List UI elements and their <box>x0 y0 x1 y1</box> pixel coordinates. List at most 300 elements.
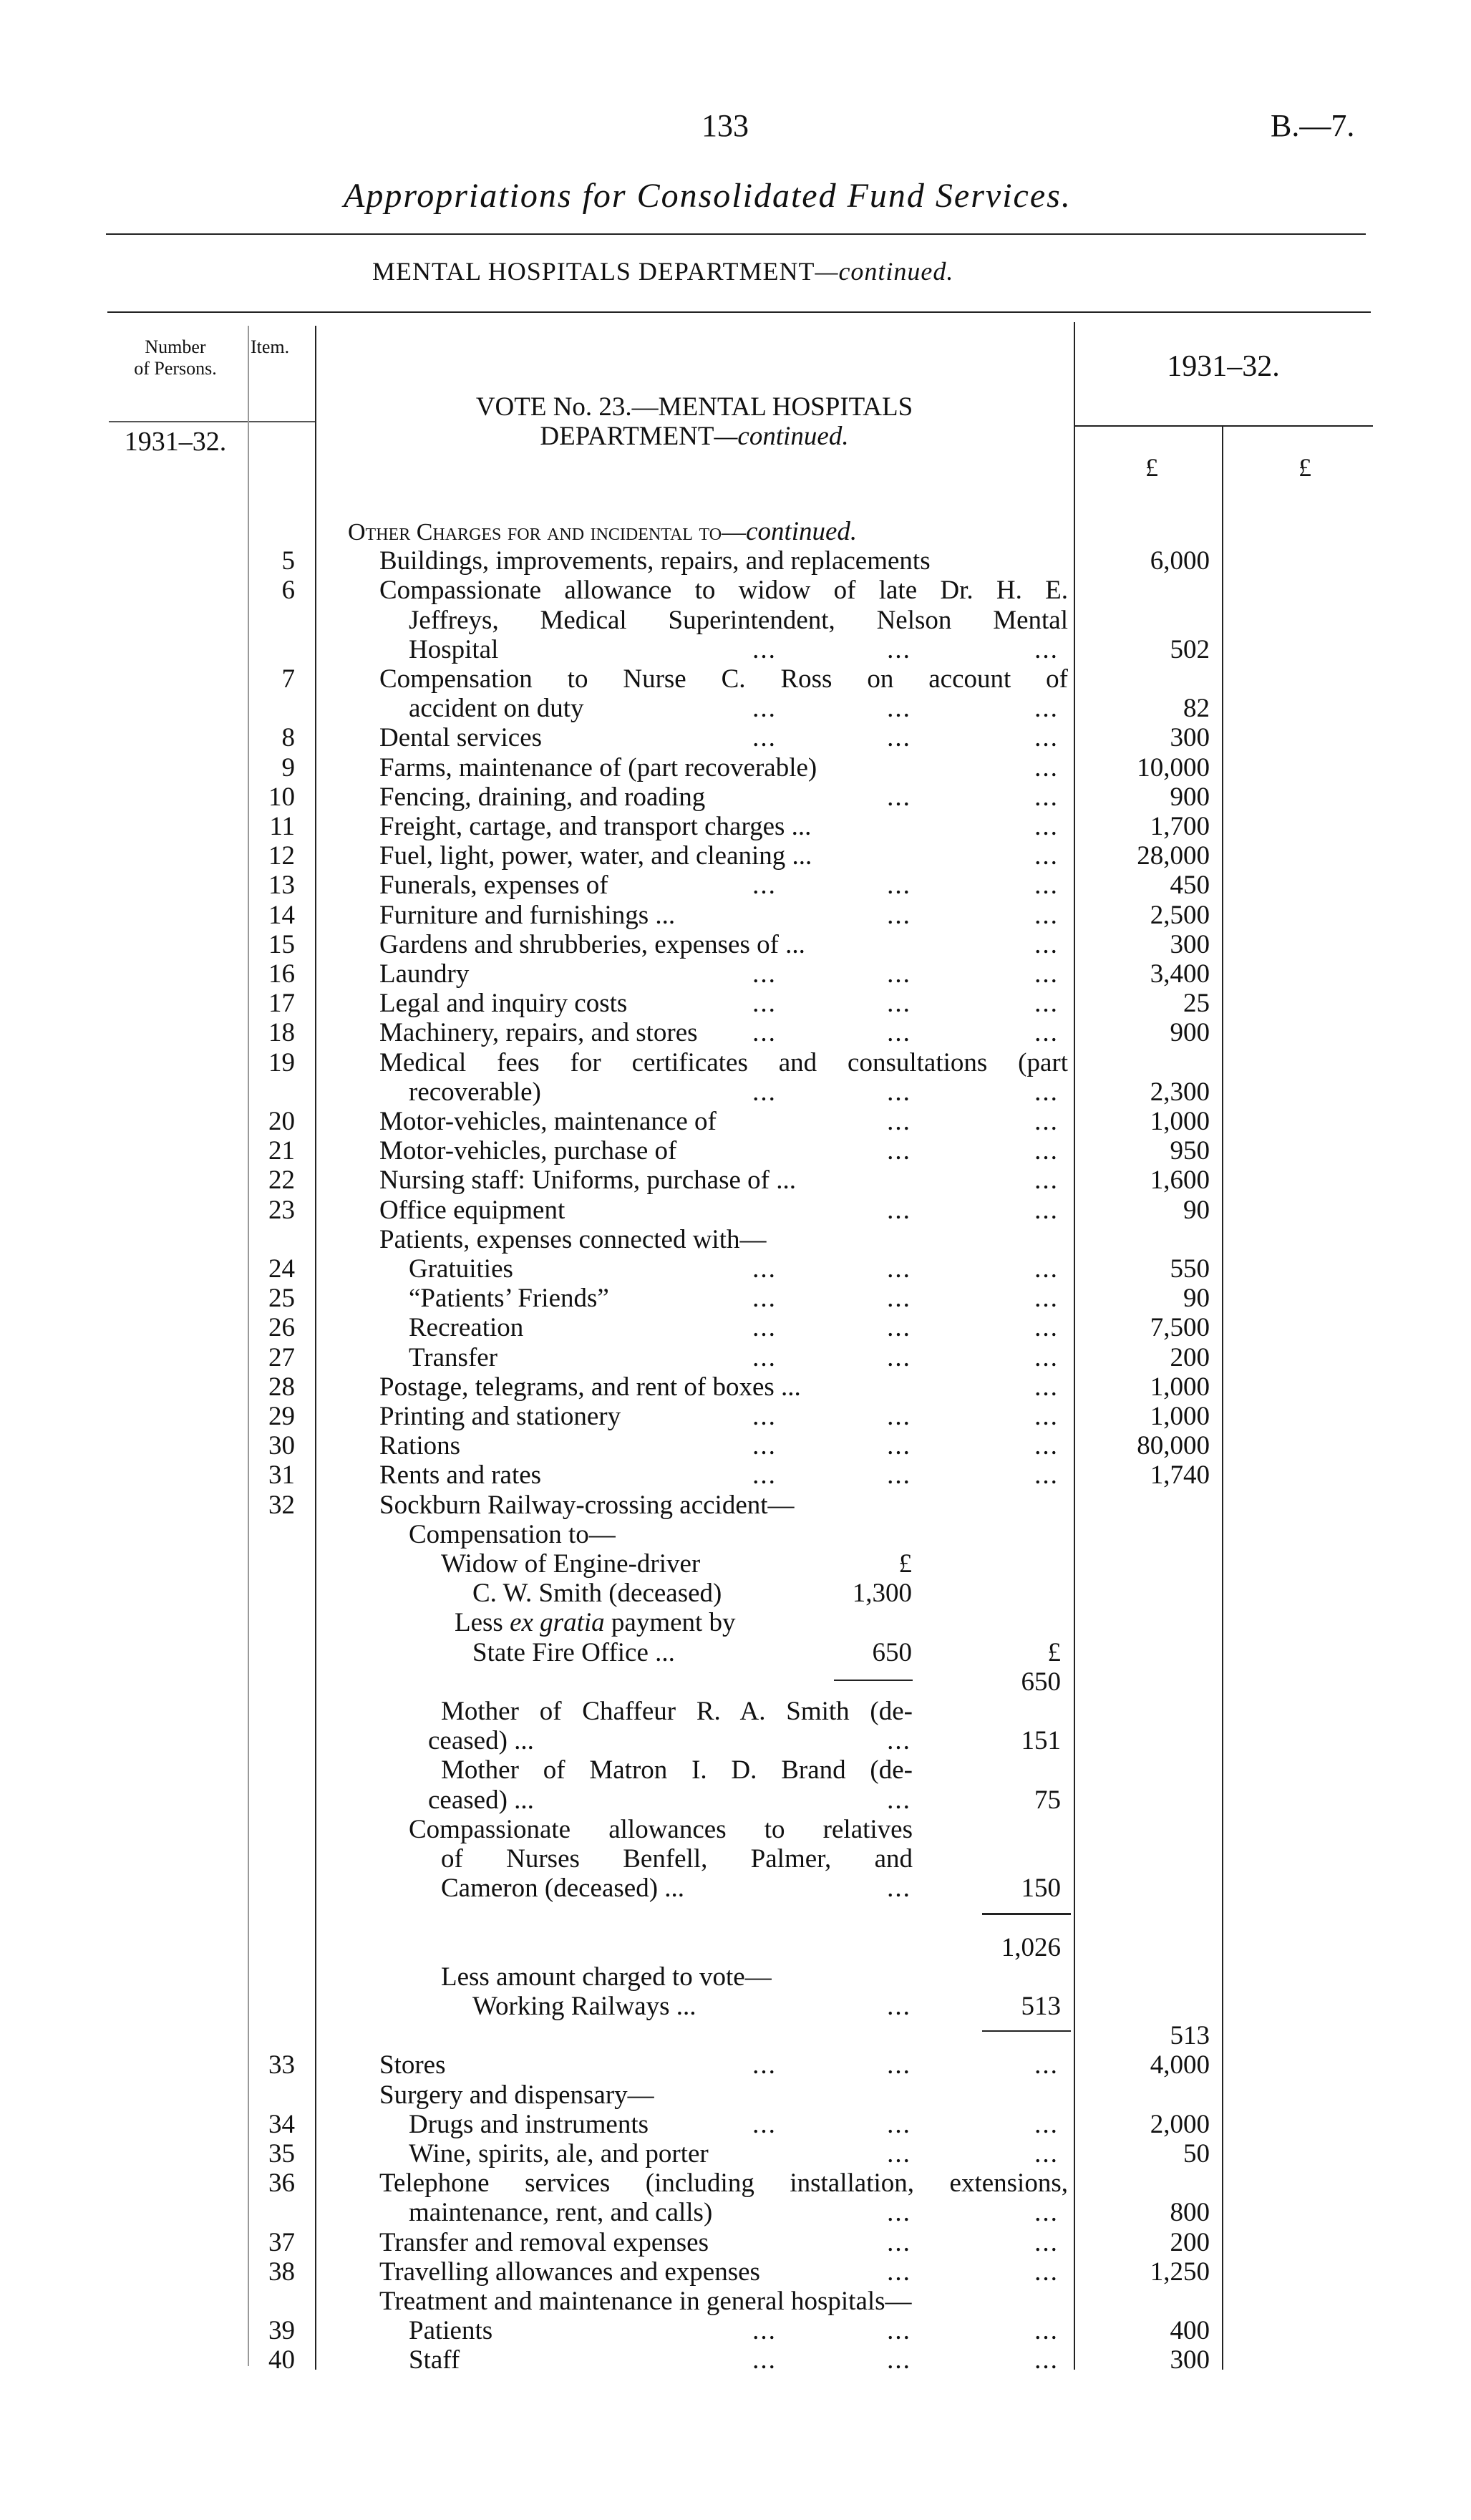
item-description <box>409 635 498 664</box>
leader-dots: ... <box>887 1992 911 2021</box>
item-number: 25 <box>268 1284 295 1314</box>
item-description <box>379 2228 709 2257</box>
table-row <box>0 2198 1471 2227</box>
item-number: 37 <box>268 2227 295 2257</box>
header-rule-right <box>1074 425 1373 427</box>
item-description <box>379 1491 795 1520</box>
item-description <box>472 1992 696 2021</box>
item-description <box>409 1254 513 1284</box>
description-text: Buildings, improvements, repairs, and replacements <box>379 546 931 576</box>
amount: 1,600 <box>1150 1166 1210 1196</box>
table-row <box>0 1460 1471 1490</box>
table-row <box>0 1755 1471 1785</box>
amount: 2,500 <box>1150 900 1210 930</box>
description-text: Compassionate allowances to relatives <box>409 1814 913 1844</box>
leader-dots: ... <box>1034 1107 1059 1136</box>
item-description <box>455 1608 736 1637</box>
description-text: Cameron (deceased) ... <box>441 1874 685 1904</box>
persons-header <box>107 336 243 379</box>
leader-dots: ... <box>887 900 911 930</box>
table-row <box>0 1048 1471 1077</box>
sub-amount: £ <box>898 1549 912 1579</box>
description-text: Widow of Engine-driver <box>441 1549 701 1579</box>
vote-department: DEPARTMENT <box>540 422 714 451</box>
leader-dots: ... <box>887 723 911 753</box>
vote-title-line-2 <box>315 422 1074 451</box>
table-row <box>0 1343 1471 1372</box>
subtotal-amount: 1,026 <box>1001 1932 1061 1962</box>
description-text: Transfer <box>409 1342 498 1372</box>
leader-dots: ... <box>752 2050 777 2080</box>
leader-dots: ... <box>752 989 777 1019</box>
item-number: 20 <box>268 1107 295 1136</box>
leader-dots: ... <box>1034 2109 1059 2139</box>
leader-dots: ... <box>752 2345 777 2375</box>
item-number: 24 <box>268 1254 295 1284</box>
amount: 1,000 <box>1150 1107 1210 1136</box>
item-number: 5 <box>281 546 295 576</box>
table-row <box>0 1844 1471 1874</box>
leader-dots: ... <box>1034 989 1059 1019</box>
item-number: 13 <box>268 871 295 901</box>
description-text: recoverable) <box>409 1077 541 1107</box>
subtotal-amount: 75 <box>1034 1785 1061 1815</box>
item-description <box>409 2345 460 2375</box>
leader-dots: ... <box>887 2050 911 2080</box>
description-text: Travelling allowances and expenses <box>379 2257 760 2287</box>
leader-dots: ... <box>887 694 911 724</box>
table-row <box>0 1077 1471 1107</box>
table-row <box>0 1638 1471 1667</box>
table-row <box>0 1136 1471 1166</box>
table-row <box>0 1520 1471 1549</box>
table-row <box>0 1962 1471 1992</box>
leader-dots: ... <box>887 1726 911 1756</box>
table-row <box>0 1402 1471 1431</box>
table-row <box>0 930 1471 959</box>
item-number: 40 <box>268 2345 295 2375</box>
description-text: Laundry <box>379 959 470 989</box>
table-row <box>0 2228 1471 2257</box>
item-description <box>379 1048 1068 1077</box>
item-description <box>428 1785 534 1815</box>
amount: 80,000 <box>1137 1431 1210 1461</box>
leader-dots: ... <box>1034 1166 1059 1196</box>
item-description <box>379 1107 717 1136</box>
amount: 1,250 <box>1150 2257 1210 2287</box>
table-row <box>0 1992 1471 2021</box>
leader-dots: ... <box>887 1107 911 1136</box>
amount: 2,300 <box>1150 1077 1210 1107</box>
leader-dots: ... <box>1034 2257 1059 2287</box>
leader-dots: ... <box>752 1460 777 1491</box>
item-description <box>409 1520 616 1549</box>
item-description <box>441 1697 913 1726</box>
table-row <box>0 901 1471 930</box>
amount: 1,000 <box>1150 1402 1210 1431</box>
table-row <box>0 1933 1471 1962</box>
leader-dots: ... <box>887 959 911 989</box>
item-description <box>409 1284 609 1313</box>
item-description <box>379 959 469 989</box>
description-text: Recreation <box>409 1313 524 1343</box>
item-number: 34 <box>268 2109 295 2139</box>
leader-dots: ... <box>887 1136 911 1166</box>
leader-dots: ... <box>887 1402 911 1431</box>
table-row <box>0 1372 1471 1402</box>
table-row <box>0 723 1471 752</box>
item-description <box>379 2168 1068 2198</box>
item-description <box>409 1815 913 1844</box>
description-text: “Patients’ Friends” <box>409 1284 609 1314</box>
item-description <box>379 782 705 812</box>
item-number: 8 <box>281 723 295 753</box>
table-row <box>0 2110 1471 2139</box>
amount: 50 <box>1183 2139 1210 2168</box>
table-row <box>0 959 1471 989</box>
item-number: 22 <box>268 1166 295 1196</box>
item-number: 18 <box>268 1018 295 1048</box>
description-text: maintenance, rent, and calls) <box>409 2198 713 2228</box>
table-row <box>0 1697 1471 1726</box>
description-text: Stores <box>379 2050 446 2080</box>
amount: 1,700 <box>1150 812 1210 841</box>
description-text: Dental services <box>379 723 543 753</box>
table-row <box>0 1491 1471 1520</box>
item-description <box>472 1579 722 1608</box>
table-row <box>0 1254 1471 1284</box>
item-description <box>379 546 931 576</box>
description-text: of Nurses Benfell, Palmer, and <box>441 1844 913 1874</box>
description-text: Compensation to— <box>409 1519 616 1549</box>
leader-dots: ... <box>1034 2198 1059 2228</box>
table-row <box>0 782 1471 812</box>
item-number: 27 <box>268 1342 295 1372</box>
table-row <box>0 2021 1471 2050</box>
table-row <box>0 517 1471 546</box>
item-description <box>379 1460 541 1490</box>
page-number: 133 <box>701 108 749 143</box>
leader-dots: ... <box>887 2257 911 2287</box>
amount: 300 <box>1170 723 1210 753</box>
item-description <box>379 1402 621 1431</box>
description-text: Compensation to Nurse C. Ross on account of <box>379 664 1068 694</box>
item-number: 39 <box>268 2316 295 2346</box>
leader-dots: ... <box>887 1431 911 1461</box>
amount: 300 <box>1170 929 1210 959</box>
currency-label-1: £ <box>1145 453 1158 482</box>
amount: 400 <box>1170 2316 1210 2346</box>
description-text: Working Railways ... <box>472 1992 696 2021</box>
table-row <box>0 1726 1471 1755</box>
year-header: 1931–32. <box>1167 350 1280 383</box>
item-description <box>379 2287 912 2316</box>
amount: 502 <box>1170 634 1210 664</box>
description-text: Farms, maintenance of (part recoverable) <box>379 752 817 782</box>
amount: 513 <box>1170 2021 1210 2051</box>
item-number: 33 <box>268 2050 295 2080</box>
department-name: MENTAL HOSPITALS DEPARTMENT <box>372 257 815 286</box>
description-text: Sockburn Railway-crossing accident— <box>379 1490 795 1520</box>
item-number: 9 <box>281 752 295 782</box>
item-number: 15 <box>268 929 295 959</box>
table-row <box>0 2316 1471 2345</box>
vote-continued: —continued. <box>714 422 849 451</box>
leader-dots: ... <box>752 1313 777 1343</box>
subtotal-amount: £ <box>1047 1637 1061 1667</box>
description-text: State Fire Office ... <box>472 1637 675 1667</box>
table-row <box>0 2168 1471 2198</box>
description-text: Freight, cartage, and transport charges ... <box>379 812 812 841</box>
table-top-rule <box>107 311 1371 313</box>
table-row <box>0 1903 1471 1932</box>
vote-title-line-1: VOTE No. 23.—MENTAL HOSPITALS <box>475 392 913 422</box>
description-text: Treatment and maintenance in general hospitals— <box>379 2287 912 2316</box>
leader-dots: ... <box>887 1018 911 1048</box>
leader-dots: ... <box>887 634 911 664</box>
page-title: Appropriations for Consolidated Fund Services. <box>344 177 1072 215</box>
description-text: ceased) ... <box>428 1726 534 1756</box>
description-text: Machinery, repairs, and stores <box>379 1018 698 1048</box>
table-row <box>0 2080 1471 2110</box>
description-text: Mother of Chaffeur R. A. Smith (de- <box>441 1697 913 1726</box>
leader-dots: ... <box>752 2109 777 2139</box>
amount: 28,000 <box>1137 841 1210 871</box>
description-text: Transfer and removal expenses <box>379 2227 709 2257</box>
item-number: 21 <box>268 1136 295 1166</box>
leader-dots: ... <box>752 1254 777 1284</box>
item-description <box>441 1874 684 1903</box>
amount: 6,000 <box>1150 546 1210 576</box>
item-number: 28 <box>268 1372 295 1402</box>
amount: 900 <box>1170 1018 1210 1048</box>
leader-dots: ... <box>752 694 777 724</box>
amount: 3,400 <box>1150 959 1210 989</box>
department-heading <box>372 256 953 286</box>
description-text: Fuel, light, power, water, and cleaning ... <box>379 841 812 871</box>
item-number: 26 <box>268 1313 295 1343</box>
description-text: Hospital <box>409 634 499 664</box>
item-number: 30 <box>268 1431 295 1461</box>
table-row <box>0 546 1471 576</box>
leader-dots: ... <box>887 871 911 901</box>
item-description <box>348 517 857 547</box>
table-row <box>0 694 1471 723</box>
description-text: payment by <box>604 1608 736 1638</box>
amount: 200 <box>1170 2227 1210 2257</box>
leader-dots: ... <box>752 1431 777 1461</box>
amount: 800 <box>1170 2198 1210 2228</box>
leader-dots: ... <box>887 2139 911 2168</box>
leader-dots: ... <box>1034 1284 1059 1314</box>
table-row <box>0 2050 1471 2080</box>
item-description <box>441 1962 772 1992</box>
item-description <box>379 1372 801 1402</box>
amount: 950 <box>1170 1136 1210 1166</box>
item-number: 38 <box>268 2257 295 2287</box>
description-text: Postage, telegrams, and rent of boxes ... <box>379 1372 801 1402</box>
amount: 300 <box>1170 2345 1210 2375</box>
item-description <box>409 1077 541 1107</box>
item-description <box>379 1136 676 1166</box>
leader-dots: ... <box>1034 752 1059 782</box>
description-text: Nursing staff: Uniforms, purchase of ... <box>379 1166 796 1196</box>
header-rule-left <box>109 421 315 422</box>
item-description <box>379 812 811 841</box>
table-row <box>0 1284 1471 1313</box>
description-text: Wine, spirits, ale, and porter <box>409 2139 709 2168</box>
description-text: Furniture and furnishings ... <box>379 900 676 930</box>
table-row <box>0 1018 1471 1047</box>
leader-dots: ... <box>752 959 777 989</box>
sub-amount: 1,300 <box>852 1579 912 1609</box>
description-italic: ex gratia <box>510 1608 605 1638</box>
item-description <box>379 2080 654 2110</box>
item-description <box>409 1313 523 1342</box>
amount: 2,000 <box>1150 2109 1210 2139</box>
persons-label-1: Number <box>145 336 206 357</box>
table-row <box>0 1608 1471 1637</box>
item-description <box>409 694 584 723</box>
amount: 900 <box>1170 782 1210 812</box>
description-text: Less <box>455 1608 510 1638</box>
document-reference: B.—7. <box>1271 108 1355 143</box>
amount: 1,740 <box>1150 1460 1210 1491</box>
item-number: 35 <box>268 2139 295 2168</box>
item-description <box>379 1225 766 1254</box>
leader-dots: ... <box>1034 2139 1059 2168</box>
leader-dots: ... <box>1034 871 1059 901</box>
table-row <box>0 1874 1471 1903</box>
table-row <box>0 1549 1471 1579</box>
leader-dots: ... <box>887 989 911 1019</box>
table-row <box>0 1107 1471 1136</box>
item-number: 6 <box>281 576 295 606</box>
description-text: Telephone services (including installation, extensions, <box>379 2168 1068 2199</box>
leader-dots: ... <box>752 1284 777 1314</box>
leader-dots: ... <box>1034 1372 1059 1402</box>
leader-dots: ... <box>752 2316 777 2346</box>
leader-dots: ... <box>887 1254 911 1284</box>
table-row <box>0 576 1471 605</box>
leader-dots: ... <box>1034 723 1059 753</box>
leader-dots: ... <box>1034 2345 1059 2375</box>
leader-dots: ... <box>887 2316 911 2346</box>
item-description <box>409 2198 712 2227</box>
table-row <box>0 753 1471 782</box>
table-row <box>0 1225 1471 1254</box>
item-number: 11 <box>269 812 295 841</box>
sub-amount: 650 <box>872 1637 912 1667</box>
item-description <box>379 723 542 752</box>
item-number: 29 <box>268 1402 295 1431</box>
item-description <box>379 1166 796 1195</box>
item-description <box>379 1431 460 1460</box>
persons-label-2: of Persons. <box>134 358 217 379</box>
leader-dots: ... <box>887 1284 911 1314</box>
department-suffix: —continued. <box>815 257 954 286</box>
leader-dots: ... <box>887 2345 911 2375</box>
description-text: Legal and inquiry costs <box>379 989 628 1019</box>
item-description <box>379 664 1068 694</box>
item-description <box>379 753 817 782</box>
table-row <box>0 1579 1471 1608</box>
leader-dots: ... <box>1034 812 1059 841</box>
item-description <box>379 841 812 871</box>
leader-dots: ... <box>1034 1195 1059 1225</box>
leader-dots: ... <box>1034 1342 1059 1372</box>
item-description <box>379 576 1068 605</box>
description-text: Patients, expenses connected with— <box>379 1224 767 1254</box>
description-italic: continued. <box>746 517 858 546</box>
item-description <box>379 2257 760 2287</box>
table-row <box>0 2345 1471 2375</box>
description-text: Compassionate allowance to widow of late Dr. H. E. <box>379 576 1068 606</box>
leader-dots: ... <box>887 1342 911 1372</box>
description-text: Rations <box>379 1431 461 1461</box>
item-description <box>409 2110 649 2139</box>
leader-dots: ... <box>752 871 777 901</box>
leader-dots: ... <box>1034 1431 1059 1461</box>
description-text: Office equipment <box>379 1195 565 1225</box>
leader-dots: ... <box>1034 1077 1059 1107</box>
table-row <box>0 1785 1471 1815</box>
table-row <box>0 871 1471 900</box>
item-description <box>379 930 805 959</box>
description-text: accident on duty <box>409 694 584 724</box>
table-row <box>0 1166 1471 1195</box>
item-number: 12 <box>268 841 295 871</box>
description-text: Surgery and dispensary— <box>379 2080 654 2110</box>
item-number: 7 <box>281 664 295 694</box>
table-row <box>0 2257 1471 2287</box>
item-description <box>441 1549 700 1579</box>
subtotal-amount: 513 <box>1021 1992 1061 2021</box>
item-description <box>379 989 627 1018</box>
item-header: Item. <box>251 336 290 357</box>
leader-dots: ... <box>752 1018 777 1048</box>
description-text: Patients <box>409 2316 493 2346</box>
leader-dots: ... <box>887 782 911 812</box>
description-text: Fencing, draining, and roading <box>379 782 706 812</box>
leader-dots: ... <box>1034 2316 1059 2346</box>
leader-dots: ... <box>887 2198 911 2228</box>
leader-dots: ... <box>1034 2050 1059 2080</box>
amount: 90 <box>1183 1284 1210 1314</box>
description-text: Mother of Matron I. D. Brand (de- <box>441 1755 913 1785</box>
item-number: 23 <box>268 1195 295 1225</box>
currency-label-2: £ <box>1298 453 1311 482</box>
item-number: 32 <box>268 1490 295 1520</box>
leader-dots: ... <box>1034 959 1059 989</box>
item-description <box>409 1343 497 1372</box>
leader-dots: ... <box>1034 782 1059 812</box>
amount: 4,000 <box>1150 2050 1210 2080</box>
leader-dots: ... <box>1034 2227 1059 2257</box>
item-description <box>409 2316 492 2345</box>
persons-year: 1931–32. <box>124 427 227 457</box>
item-description <box>472 1638 675 1667</box>
description-text: Printing and stationery <box>379 1402 621 1431</box>
leader-dots: ... <box>1034 1136 1059 1166</box>
subtotal-amount: 151 <box>1021 1726 1061 1756</box>
table-row <box>0 1815 1471 1844</box>
leader-dots: ... <box>1034 1460 1059 1491</box>
item-number: 16 <box>268 959 295 989</box>
table-row <box>0 2139 1471 2168</box>
leader-dots: ... <box>752 1077 777 1107</box>
amount: 82 <box>1183 694 1210 724</box>
